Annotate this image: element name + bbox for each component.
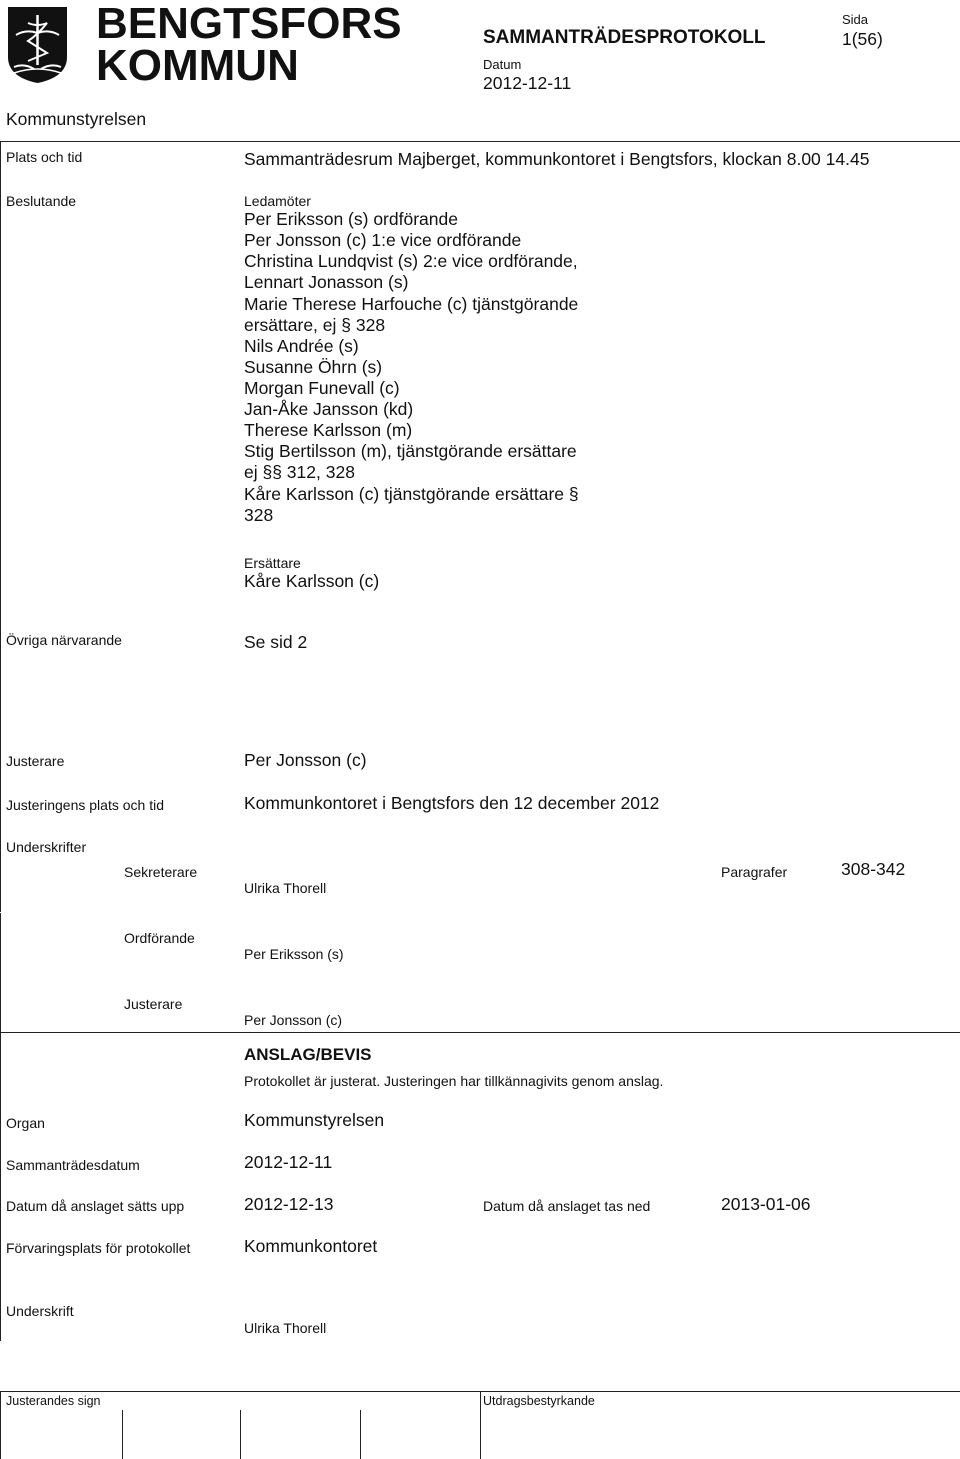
member-line: ej §§ 312, 328	[244, 462, 355, 482]
sign-box-divider	[360, 1410, 361, 1459]
adjuster-value: Per Jonsson (c)	[244, 750, 367, 770]
footer-left-border	[0, 1391, 1, 1459]
notice-divider	[0, 1032, 960, 1033]
substitutes-value: Kåre Karlsson (c)	[244, 571, 380, 591]
organ-label: Organ	[6, 1115, 45, 1131]
adjuster-label: Justerare	[6, 753, 65, 769]
storage-value: Kommunkontoret	[244, 1236, 378, 1256]
date-value: 2012-12-11	[483, 73, 572, 93]
member-line: Christina Lundqvist (s) 2:e vice ordförande,	[244, 251, 578, 271]
organization-name: Kommunstyrelsen	[6, 109, 147, 129]
adjustment-place-label: Justeringens plats och tid	[6, 797, 164, 813]
member-line: Per Eriksson (s) ordförande	[244, 209, 458, 229]
removed-date-label: Datum då anslaget tas ned	[483, 1198, 651, 1214]
date-label: Datum	[483, 57, 522, 72]
sign-box-divider	[240, 1410, 241, 1459]
member-line: Marie Therese Harfouche (c) tjänstgörande	[244, 294, 579, 314]
member-line: 328	[244, 505, 274, 525]
place-label: Plats och tid	[6, 149, 83, 165]
member-line: ersättare, ej § 328	[244, 315, 386, 335]
place-value: Sammanträdesrum Majberget, kommunkontoret i Bengtsfors, klockan 8.00 14.45	[244, 149, 870, 169]
secretary-name: Ulrika Thorell	[244, 880, 327, 896]
sign-adjuster-label: Justerare	[124, 996, 183, 1012]
organ-value: Kommunstyrelsen	[244, 1110, 385, 1130]
meeting-date-value: 2012-12-11	[244, 1152, 333, 1172]
member-line: Jan-Åke Jansson (kd)	[244, 399, 414, 419]
posted-date-label: Datum då anslaget sätts upp	[6, 1198, 185, 1214]
page-label: Sida	[842, 12, 869, 27]
spacer	[0, 912, 960, 913]
others-value: Se sid 2	[244, 632, 308, 652]
document-title: SAMMANTRÄDESPROTOKOLL	[483, 27, 766, 48]
member-line: Susanne Öhrn (s)	[244, 357, 383, 377]
sign-box-divider	[122, 1410, 123, 1459]
logo-text-line1: BENGTSFORS	[96, 0, 402, 48]
signatures-label: Underskrifter	[6, 839, 87, 855]
member-line: Morgan Funevall (c)	[244, 378, 400, 398]
left-border	[0, 141, 1, 1341]
substitutes-heading: Ersättare	[244, 555, 301, 571]
removed-date-value: 2013-01-06	[721, 1194, 811, 1214]
header-divider	[0, 141, 960, 142]
paragraphs-label: Paragrafer	[721, 864, 788, 880]
notice-signature-name: Ulrika Thorell	[244, 1320, 327, 1336]
members-heading: Ledamöter	[244, 193, 311, 209]
member-line: Kåre Karlsson (c) tjänstgörande ersättare §	[244, 484, 579, 504]
decision-makers-label: Beslutande	[6, 193, 77, 209]
notice-heading: ANSLAG/BEVIS	[244, 1045, 372, 1064]
footer-middle-divider	[480, 1391, 481, 1459]
page-value: 1(56)	[842, 29, 883, 49]
member-line: Therese Karlsson (m)	[244, 420, 413, 440]
posted-date-value: 2012-12-13	[244, 1194, 334, 1214]
storage-label: Förvaringsplats för protokollet	[6, 1240, 191, 1256]
chair-name: Per Eriksson (s)	[244, 946, 344, 962]
certification-label: Utdragsbestyrkande	[483, 1394, 595, 1408]
logo-text-line2: KOMMUN	[96, 41, 299, 90]
notice-signature-label: Underskrift	[6, 1303, 74, 1319]
chair-label: Ordförande	[124, 930, 195, 946]
member-line: Per Jonsson (c) 1:e vice ordförande	[244, 230, 522, 250]
member-line: Lennart Jonasson (s)	[244, 272, 409, 292]
meeting-date-label: Sammanträdesdatum	[6, 1157, 140, 1173]
adjusters-sign-label: Justerandes sign	[6, 1394, 101, 1408]
member-line: Stig Bertilsson (m), tjänstgörande ersättare	[244, 441, 577, 461]
sign-adjuster-name: Per Jonsson (c)	[244, 1012, 343, 1028]
municipality-crest-icon	[6, 5, 69, 85]
member-line: Nils Andrée (s)	[244, 336, 359, 356]
paragraphs-value: 308-342	[841, 859, 906, 879]
notice-text: Protokollet är justerat. Justeringen har tillkännagivits genom anslag.	[244, 1073, 664, 1089]
adjustment-place-value: Kommunkontoret i Bengtsfors den 12 december 2012	[244, 793, 660, 813]
others-label: Övriga närvarande	[6, 632, 122, 648]
secretary-label: Sekreterare	[124, 864, 198, 880]
